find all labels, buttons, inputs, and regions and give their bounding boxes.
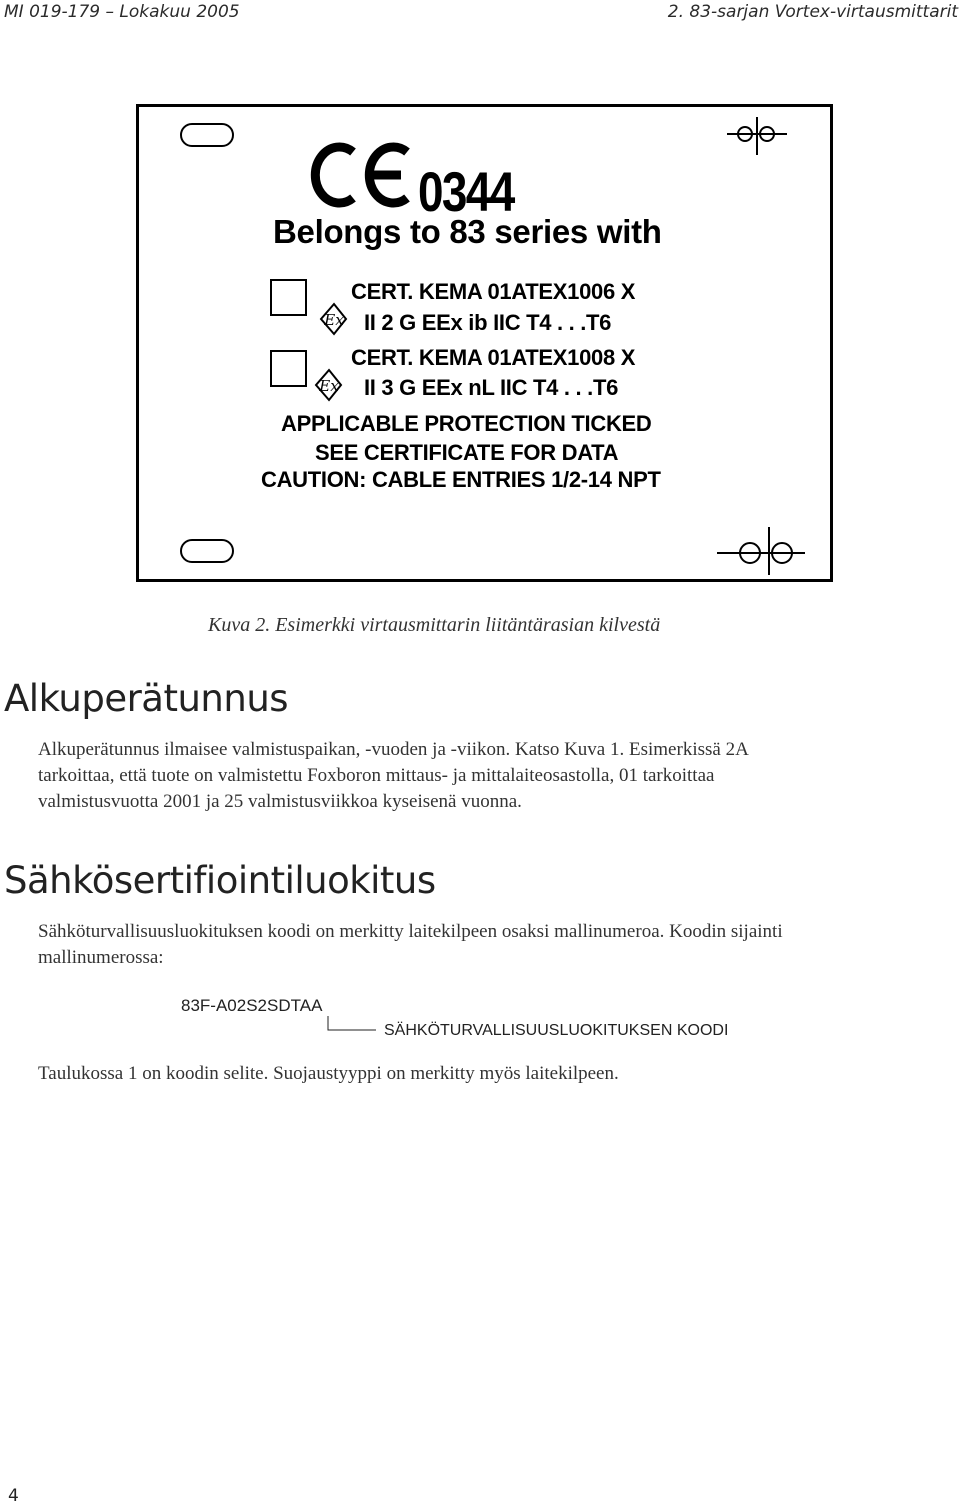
paragraph-line: Alkuperätunnus ilmaisee valmistuspaikan, -vuoden ja -viikon. Katso Kuva 1. Esimerkissä 2A: [38, 739, 749, 760]
paragraph-line: Sähköturvallisuusluokituksen koodi on merkitty laitekilpeen osaksi mallinumeroa. Koodin sijainti: [38, 921, 783, 942]
section-heading-electrical-certification: Sähkösertifiointiluokitus: [4, 859, 436, 902]
notified-body-number: 0344: [418, 160, 514, 223]
protection-checkbox-2: [270, 350, 307, 387]
ex-mark-1-icon: [321, 304, 346, 334]
certification-paragraph: [38, 919, 783, 971]
nameplate-figure: [136, 104, 833, 582]
mount-screws-top-right-icon: [727, 117, 787, 155]
paragraph-line: mallinumerossa:: [38, 947, 164, 968]
plate-applicable-line: APPLICABLE PROTECTION TICKED: [281, 411, 652, 436]
plate-spec-2: II 3 G EEx nL IIC T4 . . .T6: [364, 375, 619, 400]
svg-text:Ex: Ex: [324, 311, 344, 329]
protection-checkbox-1: [270, 279, 307, 316]
certification-code-label: SÄHKÖTURVALLISUUSLUOKITUKSEN KOODI: [384, 1022, 729, 1039]
ce-mark-icon: [315, 147, 407, 203]
ex-mark-2-icon: [316, 370, 341, 400]
plate-caution-line: CAUTION: CABLE ENTRIES 1/2-14 NPT: [261, 467, 661, 492]
paragraph-line: tarkoittaa, että tuote on valmistettu Foxboron mittaus- ja mittalaiteosastolla, 01 tarkoittaa: [38, 765, 715, 786]
plate-spec-1: II 2 G EEx ib IIC T4 . . .T6: [364, 310, 612, 335]
figure-caption: Kuva 2. Esimerkki virtausmittarin liitäntärasian kilvestä: [208, 614, 661, 636]
svg-text:Ex: Ex: [319, 377, 339, 395]
mount-slot-bottom-left-icon: [181, 540, 233, 562]
model-number-example: 83F-A02S2SDTAA: [181, 996, 323, 1015]
origin-code-paragraph: [38, 737, 749, 815]
header-chapter-title: 2. 83-sarjan Vortex-virtausmittarit: [667, 2, 958, 22]
page-number: 4: [8, 1486, 19, 1506]
paragraph-line: valmistusvuotta 2001 ja 25 valmistusviikkoa kyseisenä vuonna.: [38, 791, 522, 812]
header-document-id: MI 019-179 – Lokakuu 2005: [4, 2, 240, 22]
plate-cert-2: CERT. KEMA 01ATEX1008 X: [351, 345, 636, 370]
plate-cert-1: CERT. KEMA 01ATEX1006 X: [351, 279, 636, 304]
table-reference-paragraph: Taulukossa 1 on koodin selite. Suojaustyyppi on merkitty myös laitekilpeen.: [38, 1063, 619, 1084]
mount-screws-bottom-right-icon: [717, 527, 805, 575]
plate-see-certificate-line: SEE CERTIFICATE FOR DATA: [315, 440, 619, 465]
section-heading-origin-code: Alkuperätunnus: [4, 677, 289, 720]
mount-slot-top-left-icon: [181, 124, 233, 146]
plate-series-line: Belongs to 83 series with: [273, 213, 662, 250]
